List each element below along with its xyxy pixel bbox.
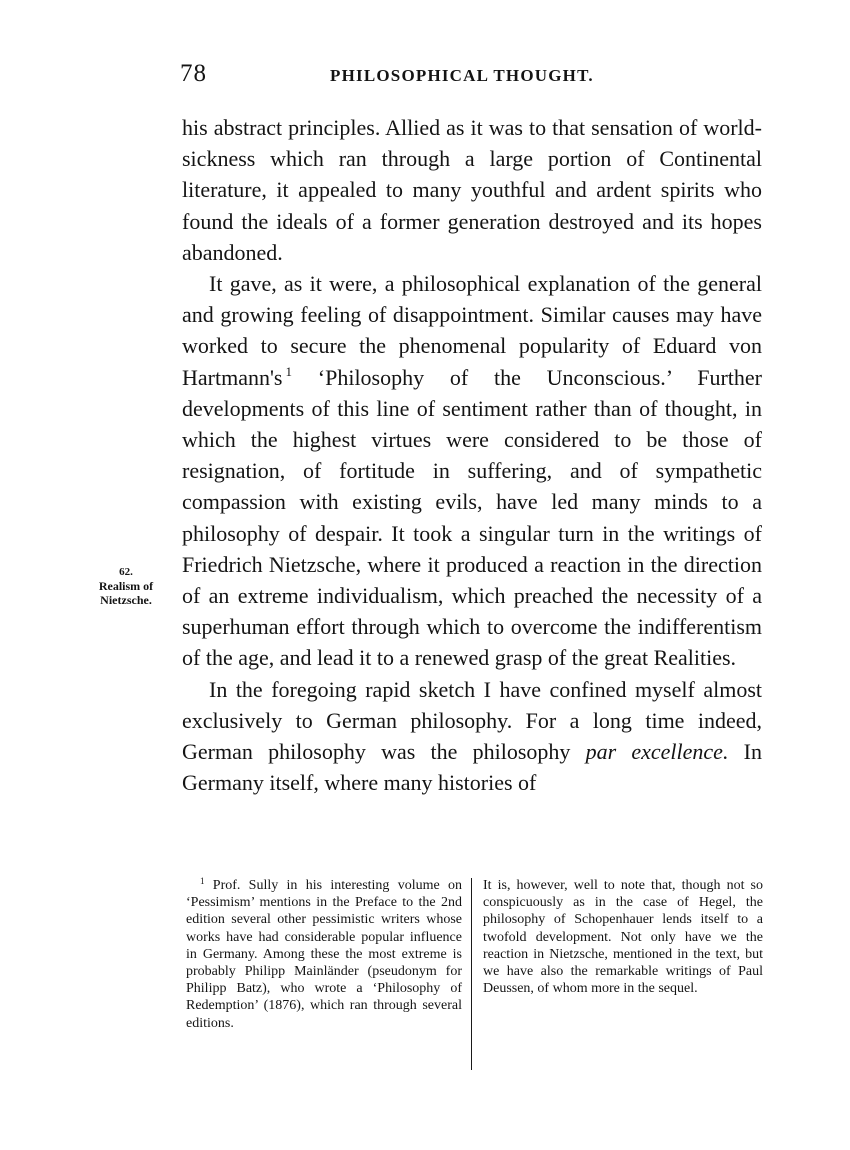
footnote-right-column: [483, 877, 763, 997]
footnote-column-divider: [471, 878, 472, 1070]
paragraph-3-italic: par excellence.: [585, 739, 729, 765]
footnote-marker: 1: [200, 876, 205, 886]
margin-sidenote: [78, 565, 174, 607]
footnote-left-body: Prof. Sully in his interesting volume on ‘Pessimism’ mentions in the Preface to the 2nd edition several other pessimistic writers whose works have had considerable popular influence in Germany. Among these the most extreme is probably Philipp Mainländer (pseudonym for Philipp Batz), who wrote a ‘Philosophy of Redemption’ (1876), which ran through several editions.: [186, 878, 462, 1031]
running-header: [180, 60, 764, 94]
paragraph-2-part-1: It gave, as it were, a philosophical explanation of the general and growing feeling of disappointment. Similar causes may have worked to secure the phenomenal popularity of Eduard von Hartmann's: [182, 271, 762, 390]
paragraph-2-part-2: ‘Philosophy of the Unconscious.’ Further developments of this line of sentiment rather than of thought, in which the highest virtues were considered to be those of resignation, of fortitude in suffering, and of sympathetic compassion with existing evils, have led many minds to a philosophy of despair. It took a singular turn in the writings of Friedrich Nietzsche, where it produced a reaction in the direction of an extreme individualism, which preached the necessity of a superhuman effort through which to overcome the indifferentism of the age, and lead it to a renewed grasp of the great Realities.: [182, 364, 762, 671]
paragraph-3-part-1: In the foregoing rapid sketch I have confined myself almost exclusively to German philosophy. For a long time indeed, German philosophy was the philosophy: [182, 676, 762, 765]
main-text: [182, 112, 762, 798]
footnote-right-text: It is, however, well to note that, though not so conspicuously as in the case of Hegel, the philosophy of Schopenhauer lends itself to a twofold development. Not only have we the reaction in Nietzsche, mentioned in the text, but we have also the remarkable writings of Paul Deussen, of whom more in the sequel.: [483, 878, 763, 997]
footnote-left-text: [186, 877, 462, 1032]
paragraph-2: [182, 268, 762, 674]
paragraph-3-part-2: In Germany itself, where many histories of: [182, 739, 762, 796]
sidenote-line-1: Realism of: [98, 579, 154, 593]
footnote-reference: 1: [285, 363, 292, 379]
paragraph-3: [182, 674, 762, 799]
footnote-left-column: [186, 877, 462, 1032]
page-number: 78: [180, 60, 207, 87]
sidenote-line-2: Nietzsche.: [100, 593, 152, 607]
paragraph-1: his abstract principles. Allied as it was to that sensation of world-sickness which ran through a large portion of Continental literature, it appealed to many youthful and ardent spirits who found the ideals of a former generation destroyed and its hopes abandoned.: [182, 115, 762, 265]
running-head-title: PHILOSOPHICAL THOUGHT.: [330, 66, 594, 85]
sidenote-number: 62.: [119, 566, 133, 578]
